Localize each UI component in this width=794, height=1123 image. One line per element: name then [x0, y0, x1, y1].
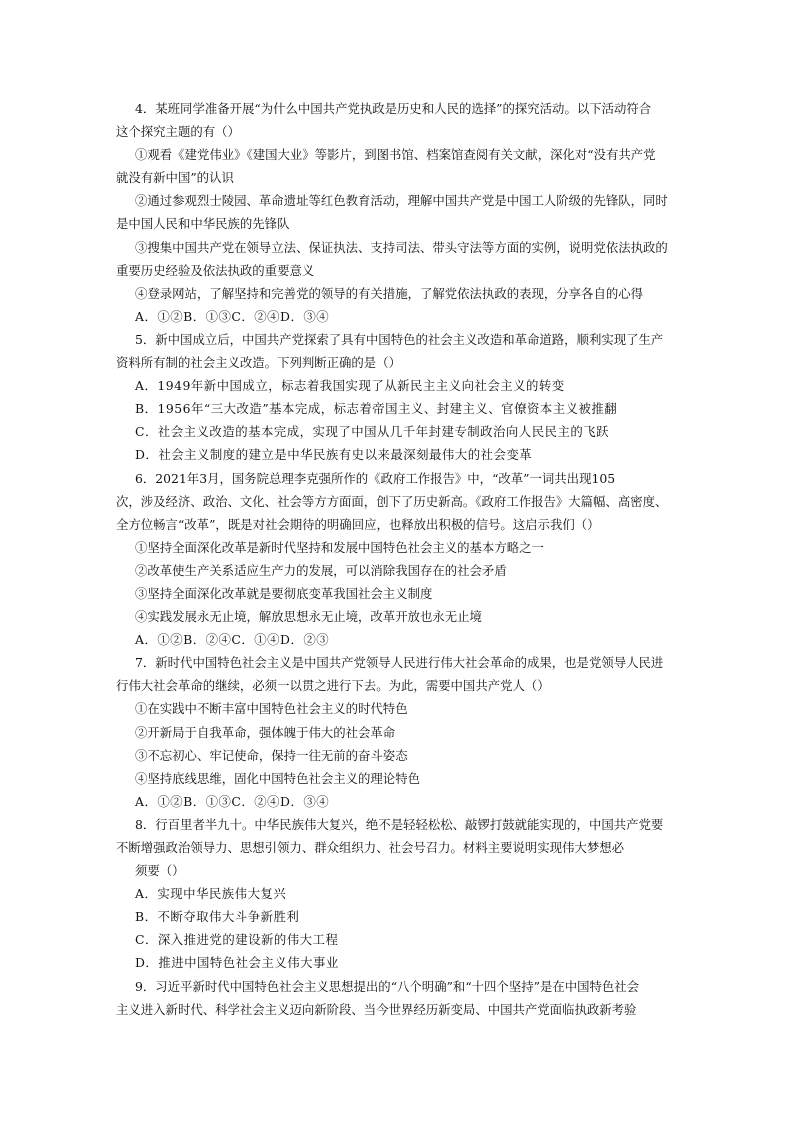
question-stem-line: 资料所有制的社会主义改造。下列判断正确的是（） [116, 355, 401, 371]
statement-item-3-cont: 重要历史经验及依法执政的重要意义 [116, 262, 315, 278]
document-page [116, 97, 680, 1021]
question-stem-line: 主义进入新时代、科学社会主义迈向新阶段、当今世界经历新变局、中国共产党面临执政新考验 [116, 1001, 637, 1017]
answer-option-c: C．社会主义改造的基本完成，实现了中国从几千年封建专制政治向人民民主的飞跃 [135, 424, 610, 440]
statement-item-4: ④坚持底线思维，固化中国特色社会主义的理论特色 [135, 770, 420, 786]
answer-option-b: B．不断夺取伟大斗争新胜利 [135, 909, 300, 925]
statement-item-1: ①坚持全面深化改革是新时代坚持和发展中国特色社会主义的基本方略之一 [135, 539, 544, 555]
question-7 [116, 651, 680, 813]
question-stem-line: 5．新中国成立后，中国共产党探索了具有中国特色的社会主义改造和革命道路，顺利实现了生产 [135, 331, 664, 347]
question-6 [116, 467, 680, 652]
question-9 [116, 975, 680, 1021]
question-stem-line: 行伟大社会革命的继续，必须一以贯之进行下去。为此，需要中国共产党人（） [116, 678, 550, 694]
question-stem-line: 次，涉及经济、政治、文化、社会等方方面面，创下了历史新高。《政府工作报告》大篇幅、高密度、 [116, 493, 668, 509]
question-stem-line: 全方位畅言“改革”，既是对社会期待的明确回应，也释放出积极的信号。这启示我们（） [116, 516, 600, 532]
statement-item-2: ②通过参观烈士陵园、革命遗址等红色教育活动，理解中国共产党是中国工人阶级的先锋队，同时 [135, 193, 668, 209]
answer-option-a: A．实现中华民族伟大复兴 [135, 886, 287, 902]
question-stem-line: 7．新时代中国特色社会主义是中国共产党领导人民进行伟大社会革命的成果，也是党领导人民进 [135, 655, 664, 671]
statement-item-1-cont: 就没有新中国”的认识 [116, 170, 234, 186]
question-4 [116, 97, 680, 328]
statement-item-2: ②改革使生产关系适应生产力的发展，可以消除我国存在的社会矛盾 [135, 562, 507, 578]
answer-option-a: A．1949年新中国成立，标志着我国实现了从新民主主义向社会主义的转变 [135, 378, 565, 394]
answer-option-d: D．推进中国特色社会主义伟大事业 [135, 955, 339, 971]
question-stem-line: 须要（） [135, 863, 185, 879]
statement-item-2-cont: 是中国人民和中华民族的先锋队 [116, 216, 290, 232]
question-8 [116, 813, 680, 975]
answer-options: A．①②B．①③C．②④D．③④ [135, 308, 330, 324]
question-stem-line: 这个探究主题的有（） [116, 124, 240, 140]
statement-item-1: ①在实践中不断丰富中国特色社会主义的时代特色 [135, 701, 408, 717]
question-stem-line: 8．行百里者半九十。中华民族伟大复兴，绝不是轻轻松松、敲锣打鼓就能实现的，中国共产党要 [135, 816, 664, 832]
statement-item-4: ④实践发展永无止境，解放思想永无止境，改革开放也永无止境 [135, 609, 482, 625]
question-stem-line: 4．某班同学准备开展“为什么中国共产党执政是历史和人民的选择”的探究活动。以下活动符合 [135, 101, 652, 116]
statement-item-3: ③搜集中国共产党在领导立法、保证执法、支持司法、带头守法等方面的实例，说明党依法执政的 [135, 239, 668, 255]
statement-item-4: ④登录网站，了解坚持和完善党的领导的有关措施，了解党依法执政的表现，分享各自的心得 [135, 285, 644, 301]
answer-option-d: D．社会主义制度的建立是中华民族有史以来最深刻最伟大的社会变革 [135, 447, 533, 463]
statement-item-3: ③不忘初心、牢记使命，保持一往无前的奋斗姿态 [135, 747, 408, 763]
question-stem-line: 不断增强政治领导力、思想引领力、群众组织力、社会号召力。材料主要说明实现伟大梦想必 [116, 840, 625, 855]
answer-option-c: C．深入推进党的建设新的伟大工程 [135, 932, 339, 948]
question-stem-line: 9．习近平新时代中国特色社会主义思想提出的“八个明确”和“十四个坚持”是在中国特色社会 [135, 978, 640, 994]
answer-options: A．①②B．②④C．①④D．②③ [135, 632, 330, 648]
question-5 [116, 328, 680, 467]
statement-item-2: ②开新局于自我革命，强体魄于伟大的社会革命 [135, 724, 396, 740]
question-stem-line: 6．2021年3月，国务院总理李克强所作的《政府工作报告》中，“改革”一词共出现105 [135, 470, 616, 486]
answer-option-b: B．1956年“三大改造”基本完成，标志着帝国主义、封建主义、官僚资本主义被推翻 [135, 401, 618, 417]
statement-item-1: ①观看《建党伟业》《建国大业》等影片，到图书馆、档案馆查阅有关文献，深化对“没有共产党 [135, 147, 656, 163]
answer-options: A．①②B．①③C．②④D．③④ [135, 793, 330, 809]
statement-item-3: ③坚持全面深化改革就是要彻底变革我国社会主义制度 [135, 585, 433, 601]
